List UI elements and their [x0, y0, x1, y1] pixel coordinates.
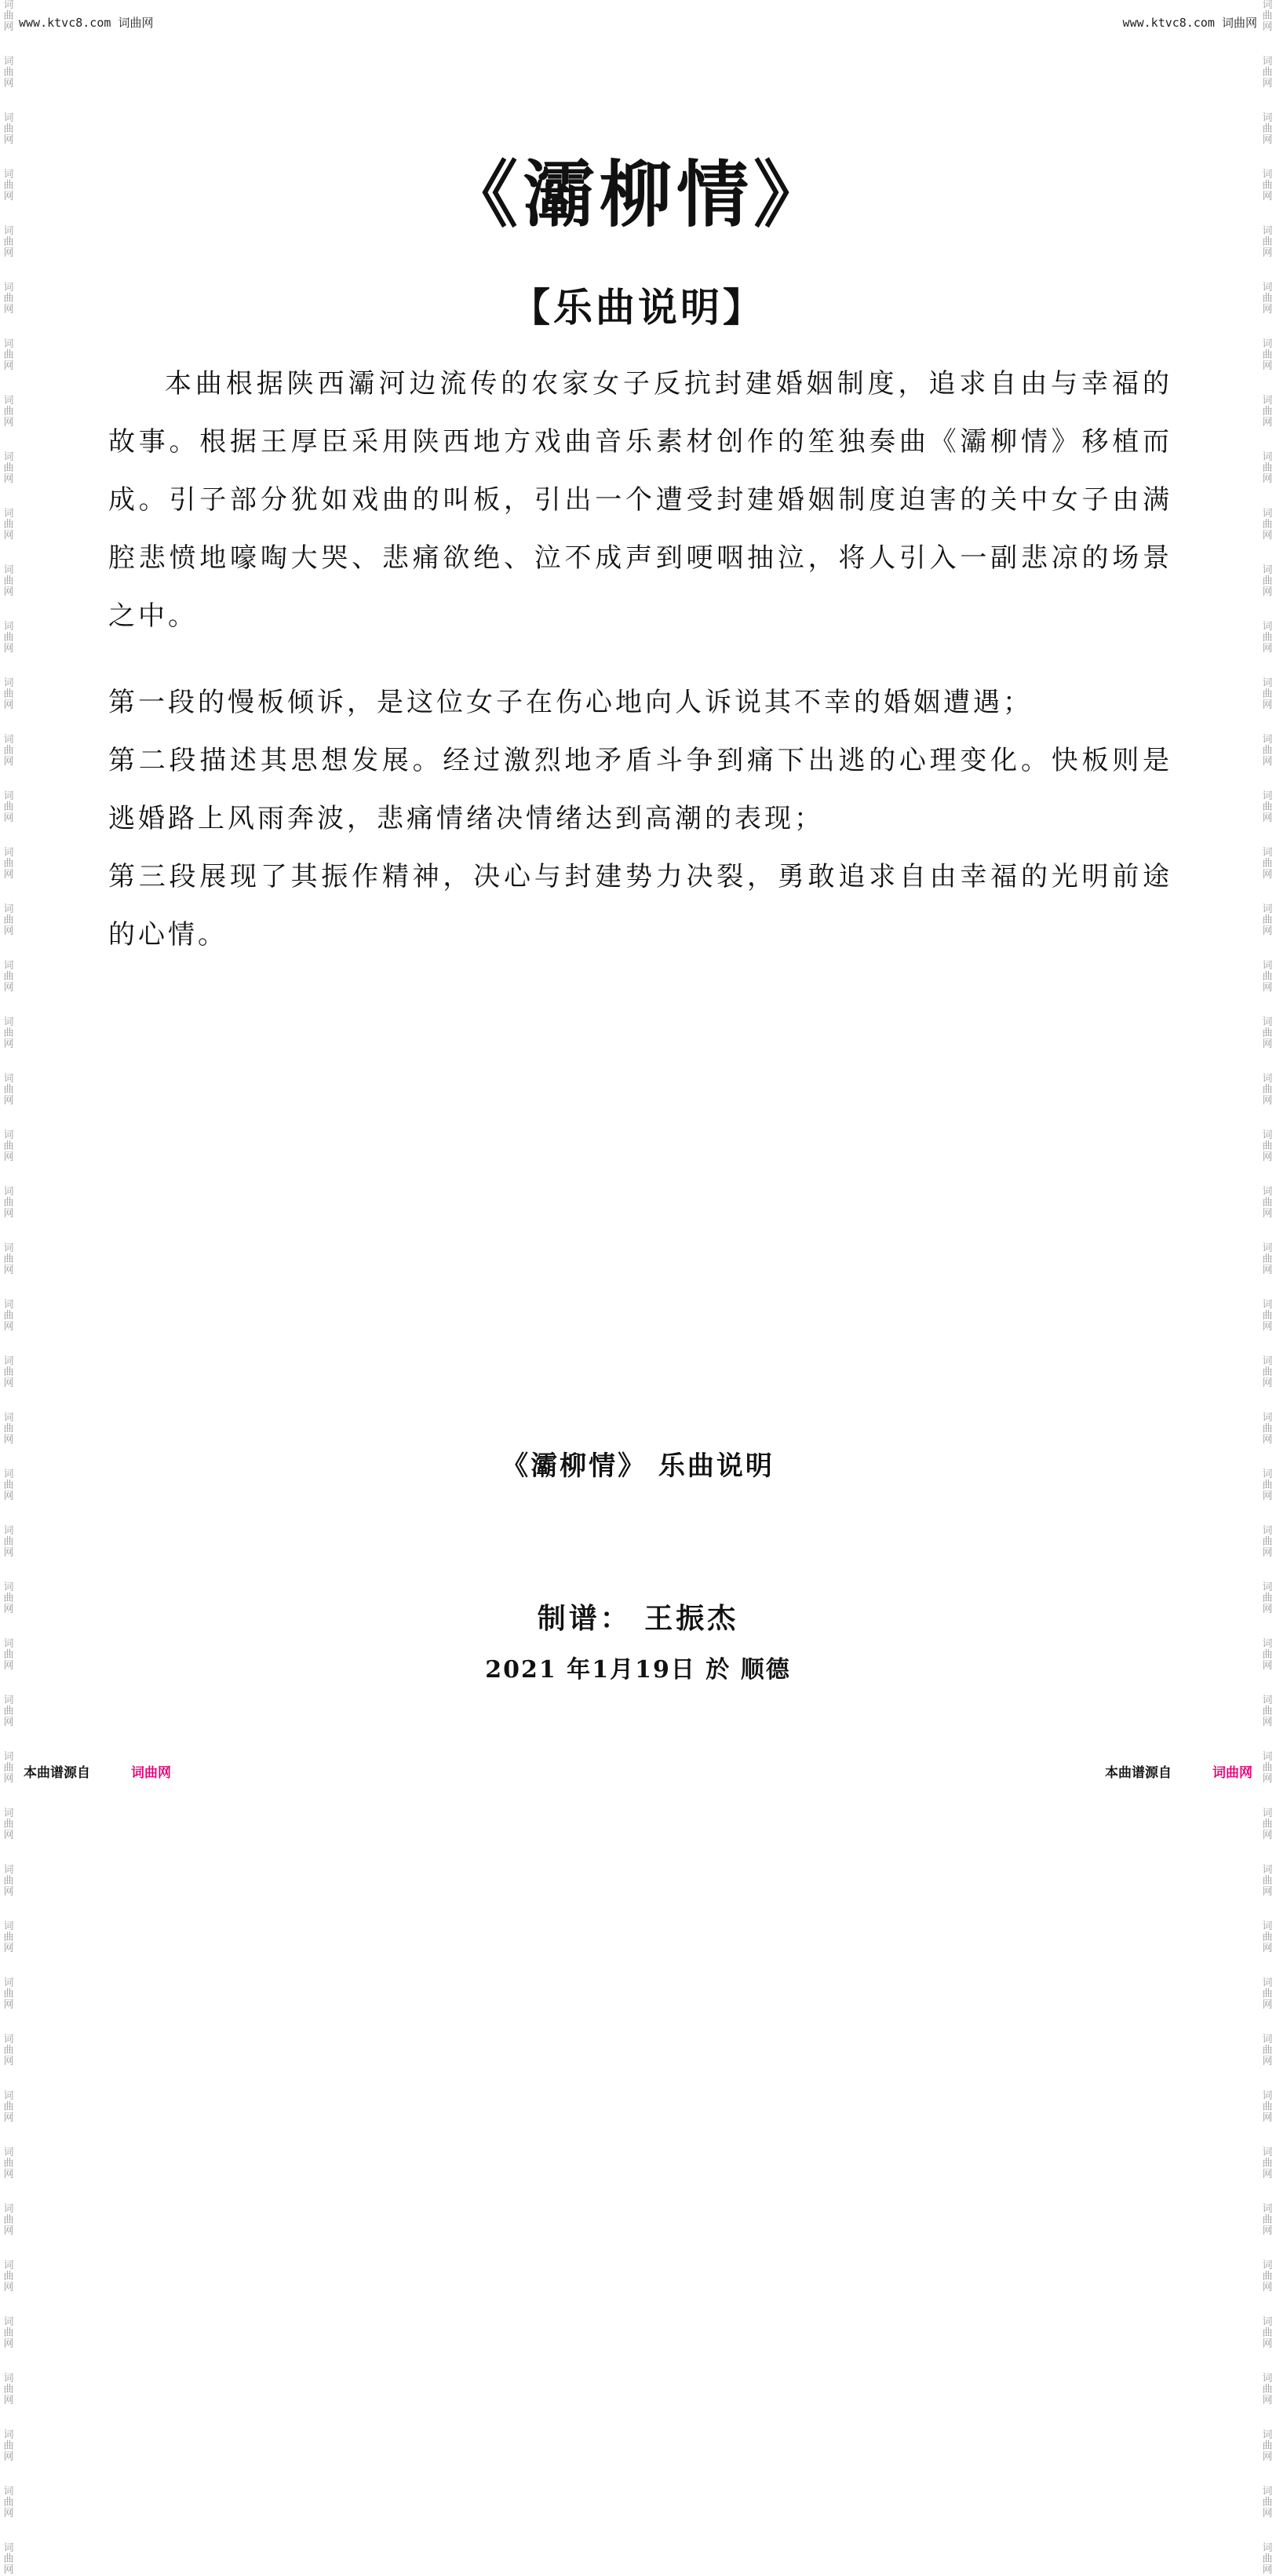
watermark-text: 词 曲 网	[1262, 1469, 1273, 1502]
watermark-text: 词 曲 网	[3, 1695, 14, 1728]
watermark-text: 词 曲 网	[3, 790, 14, 824]
maker-credit: 制谱： 王振杰	[537, 1602, 739, 1635]
watermark-text: 词 曲 网	[3, 1186, 14, 1220]
watermark-text: 词 曲 网	[1262, 903, 1273, 937]
watermark-text: 词 曲 网	[1262, 338, 1273, 372]
watermark-text: 词 曲 网	[3, 564, 14, 598]
watermark-text: 词 曲 网	[1262, 1186, 1273, 1220]
watermark-text: 词 曲 网	[3, 2203, 14, 2237]
watermark-text: 词 曲 网	[1262, 0, 1273, 33]
watermark-text: 词 曲 网	[1262, 2429, 1273, 2463]
source-note-right	[1105, 1761, 1252, 1781]
watermark-text: 词 曲 网	[1262, 2090, 1273, 2124]
watermark-text: 词 曲 网	[1262, 1299, 1273, 1333]
watermark-text: 词 曲 网	[3, 734, 14, 768]
watermark-text: 词 曲 网	[1262, 1638, 1273, 1672]
watermark-text: 词 曲 网	[3, 2034, 14, 2067]
watermark-text: 词 曲 网	[3, 1242, 14, 1276]
watermark-text: 词 曲 网	[1262, 508, 1273, 542]
site-name: 词曲网	[118, 16, 154, 30]
watermark-text: 词 曲 网	[1262, 847, 1273, 881]
watermark-text: 词 曲 网	[3, 169, 14, 203]
watermark-text: 词 曲 网	[3, 112, 14, 146]
watermark-text: 词 曲 网	[1262, 1525, 1273, 1559]
watermark-text: 词 曲 网	[1262, 1412, 1273, 1446]
watermark-text: 词 曲 网	[3, 1525, 14, 1559]
watermark-text: 词 曲 网	[1262, 282, 1273, 316]
watermark-text: 词 曲 网	[3, 2486, 14, 2519]
watermark-text: 词 曲 网	[3, 282, 14, 316]
watermark-text: 词 曲 网	[1262, 1695, 1273, 1728]
watermark-text: 词 曲 网	[1262, 1073, 1273, 1107]
watermark-text: 词 曲 网	[1262, 1864, 1273, 1898]
watermark-text: 词 曲 网	[3, 338, 14, 372]
section-paragraph: 第三段展现了其振作精神，决心与封建势力决裂，勇敢追求自由幸福的光明前途的心情。	[108, 861, 1172, 950]
section-subtitle: 【乐曲说明】	[511, 284, 765, 330]
watermark-text: 词 曲 网	[1262, 790, 1273, 824]
watermark-text: 词 曲 网	[3, 225, 14, 259]
watermark-text: 词 曲 网	[1262, 621, 1273, 655]
source-label: 本曲谱源自	[1105, 1765, 1172, 1781]
header-left	[19, 14, 153, 31]
watermark-text: 词 曲 网	[3, 2429, 14, 2463]
watermark-text: 词 曲 网	[3, 1977, 14, 2011]
watermark-text: 词 曲 网	[1262, 451, 1273, 485]
watermark-text: 词 曲 网	[1262, 395, 1273, 429]
watermark-text: 词 曲 网	[1262, 112, 1273, 146]
header-right	[1123, 14, 1257, 31]
watermark-text: 词 曲 网	[1262, 225, 1273, 259]
watermark-text: 词 曲 网	[3, 2147, 14, 2180]
brand-link[interactable]: 词曲网	[1212, 1765, 1252, 1781]
watermark-text: 词 曲 网	[1262, 2316, 1273, 2350]
watermark-text: 词 曲 网	[1262, 2203, 1273, 2237]
watermark-text: 词 曲 网	[3, 677, 14, 711]
brand-link[interactable]: 词曲网	[131, 1765, 171, 1781]
intro-paragraph: 本曲根据陕西灞河边流传的农家女子反抗封建婚姻制度，追求自由与幸福的故事。根据王厚臣采用陕西地方戏曲音乐素材创作的笙独奏曲《灞柳情》移植而成。引子部分犹如戏曲的叫板，引出一个遭受封建婚姻制度迫害的关中女子由满腔悲愤地嚎啕大哭、悲痛欲绝、泣不成声到哽咽抽泣，将人引入一副悲凉的场景之中。	[108, 368, 1172, 632]
watermark-text: 词 曲 网	[3, 847, 14, 881]
watermark-text: 词 曲 网	[1262, 2260, 1273, 2293]
watermark-text: 词 曲 网	[3, 621, 14, 655]
date-line: 2021 年1月19日 於 顺德	[485, 1656, 791, 1684]
watermark-text: 词 曲 网	[3, 1299, 14, 1333]
watermark-text: 词 曲 网	[1262, 1582, 1273, 1615]
watermark-text: 词 曲 网	[3, 1582, 14, 1615]
watermark-text: 词 曲 网	[1262, 2486, 1273, 2519]
site-name: 词曲网	[1221, 16, 1257, 30]
watermark-text: 词 曲 网	[3, 0, 14, 33]
watermark-text: 词 曲 网	[1262, 2373, 1273, 2406]
watermark-text: 词 曲 网	[1262, 56, 1273, 89]
site-url: www.ktvc8.com	[19, 16, 111, 30]
watermark-text: 词 曲 网	[1262, 1921, 1273, 1954]
watermark-text: 词 曲 网	[3, 1016, 14, 1050]
watermark-text: 词 曲 网	[1262, 1129, 1273, 1163]
watermark-strip-left	[0, 0, 17, 2576]
watermark-text: 词 曲 网	[3, 1073, 14, 1107]
watermark-text: 词 曲 网	[1262, 564, 1273, 598]
watermark-text: 词 曲 网	[3, 56, 14, 89]
watermark-text: 词 曲 网	[3, 1921, 14, 1954]
section-paragraph: 第一段的慢板倾诉，是这位女子在伤心地向人诉说其不幸的婚姻遭遇；	[108, 687, 1033, 718]
watermark-text: 词 曲 网	[1262, 2542, 1273, 2576]
source-label: 本曲谱源自	[24, 1765, 90, 1781]
footer-title: 《灞柳情》 乐曲说明	[501, 1450, 775, 1482]
watermark-text: 词 曲 网	[3, 1129, 14, 1163]
watermark-text: 词 曲 网	[3, 395, 14, 429]
watermark-text: 词 曲 网	[3, 1469, 14, 1502]
watermark-text: 词 曲 网	[1262, 734, 1273, 768]
watermark-text: 词 曲 网	[3, 2260, 14, 2293]
watermark-text: 词 曲 网	[3, 2090, 14, 2124]
watermark-text: 词 曲 网	[1262, 1808, 1273, 1841]
watermark-text: 词 曲 网	[3, 1751, 14, 1785]
watermark-text: 词 曲 网	[1262, 1356, 1273, 1389]
page-title: 《灞柳情》	[445, 152, 830, 237]
watermark-text: 词 曲 网	[3, 2316, 14, 2350]
watermark-text: 词 曲 网	[1262, 677, 1273, 711]
watermark-text: 词 曲 网	[3, 451, 14, 485]
watermark-text: 词 曲 网	[3, 960, 14, 994]
site-url: www.ktvc8.com	[1122, 16, 1215, 30]
watermark-text: 词 曲 网	[3, 1638, 14, 1672]
watermark-text: 词 曲 网	[3, 1864, 14, 1898]
watermark-text: 词 曲 网	[3, 1808, 14, 1841]
section-paragraph: 第二段描述其思想发展。经过激烈地矛盾斗争到痛下出逃的心理变化。快板则是逃婚路上风雨奔波，悲痛情绪决情绪达到高潮的表现；	[108, 745, 1172, 834]
watermark-text: 词 曲 网	[1262, 2034, 1273, 2067]
watermark-text: 词 曲 网	[1262, 1977, 1273, 2011]
source-note-left	[24, 1761, 171, 1781]
watermark-text: 词 曲 网	[1262, 960, 1273, 994]
watermark-text: 词 曲 网	[3, 2542, 14, 2576]
watermark-text: 词 曲 网	[3, 2373, 14, 2406]
watermark-text: 词 曲 网	[1262, 1242, 1273, 1276]
watermark-text: 词 曲 网	[3, 1356, 14, 1389]
watermark-text: 词 曲 网	[3, 903, 14, 937]
sections-block	[108, 673, 1172, 964]
watermark-text: 词 曲 网	[3, 1412, 14, 1446]
watermark-text: 词 曲 网	[1262, 2147, 1273, 2180]
watermark-text: 词 曲 网	[3, 508, 14, 542]
watermark-strip-right	[1259, 0, 1276, 2576]
watermark-text: 词 曲 网	[1262, 169, 1273, 203]
watermark-text: 词 曲 网	[1262, 1016, 1273, 1050]
watermark-text: 词 曲 网	[1262, 1751, 1273, 1785]
